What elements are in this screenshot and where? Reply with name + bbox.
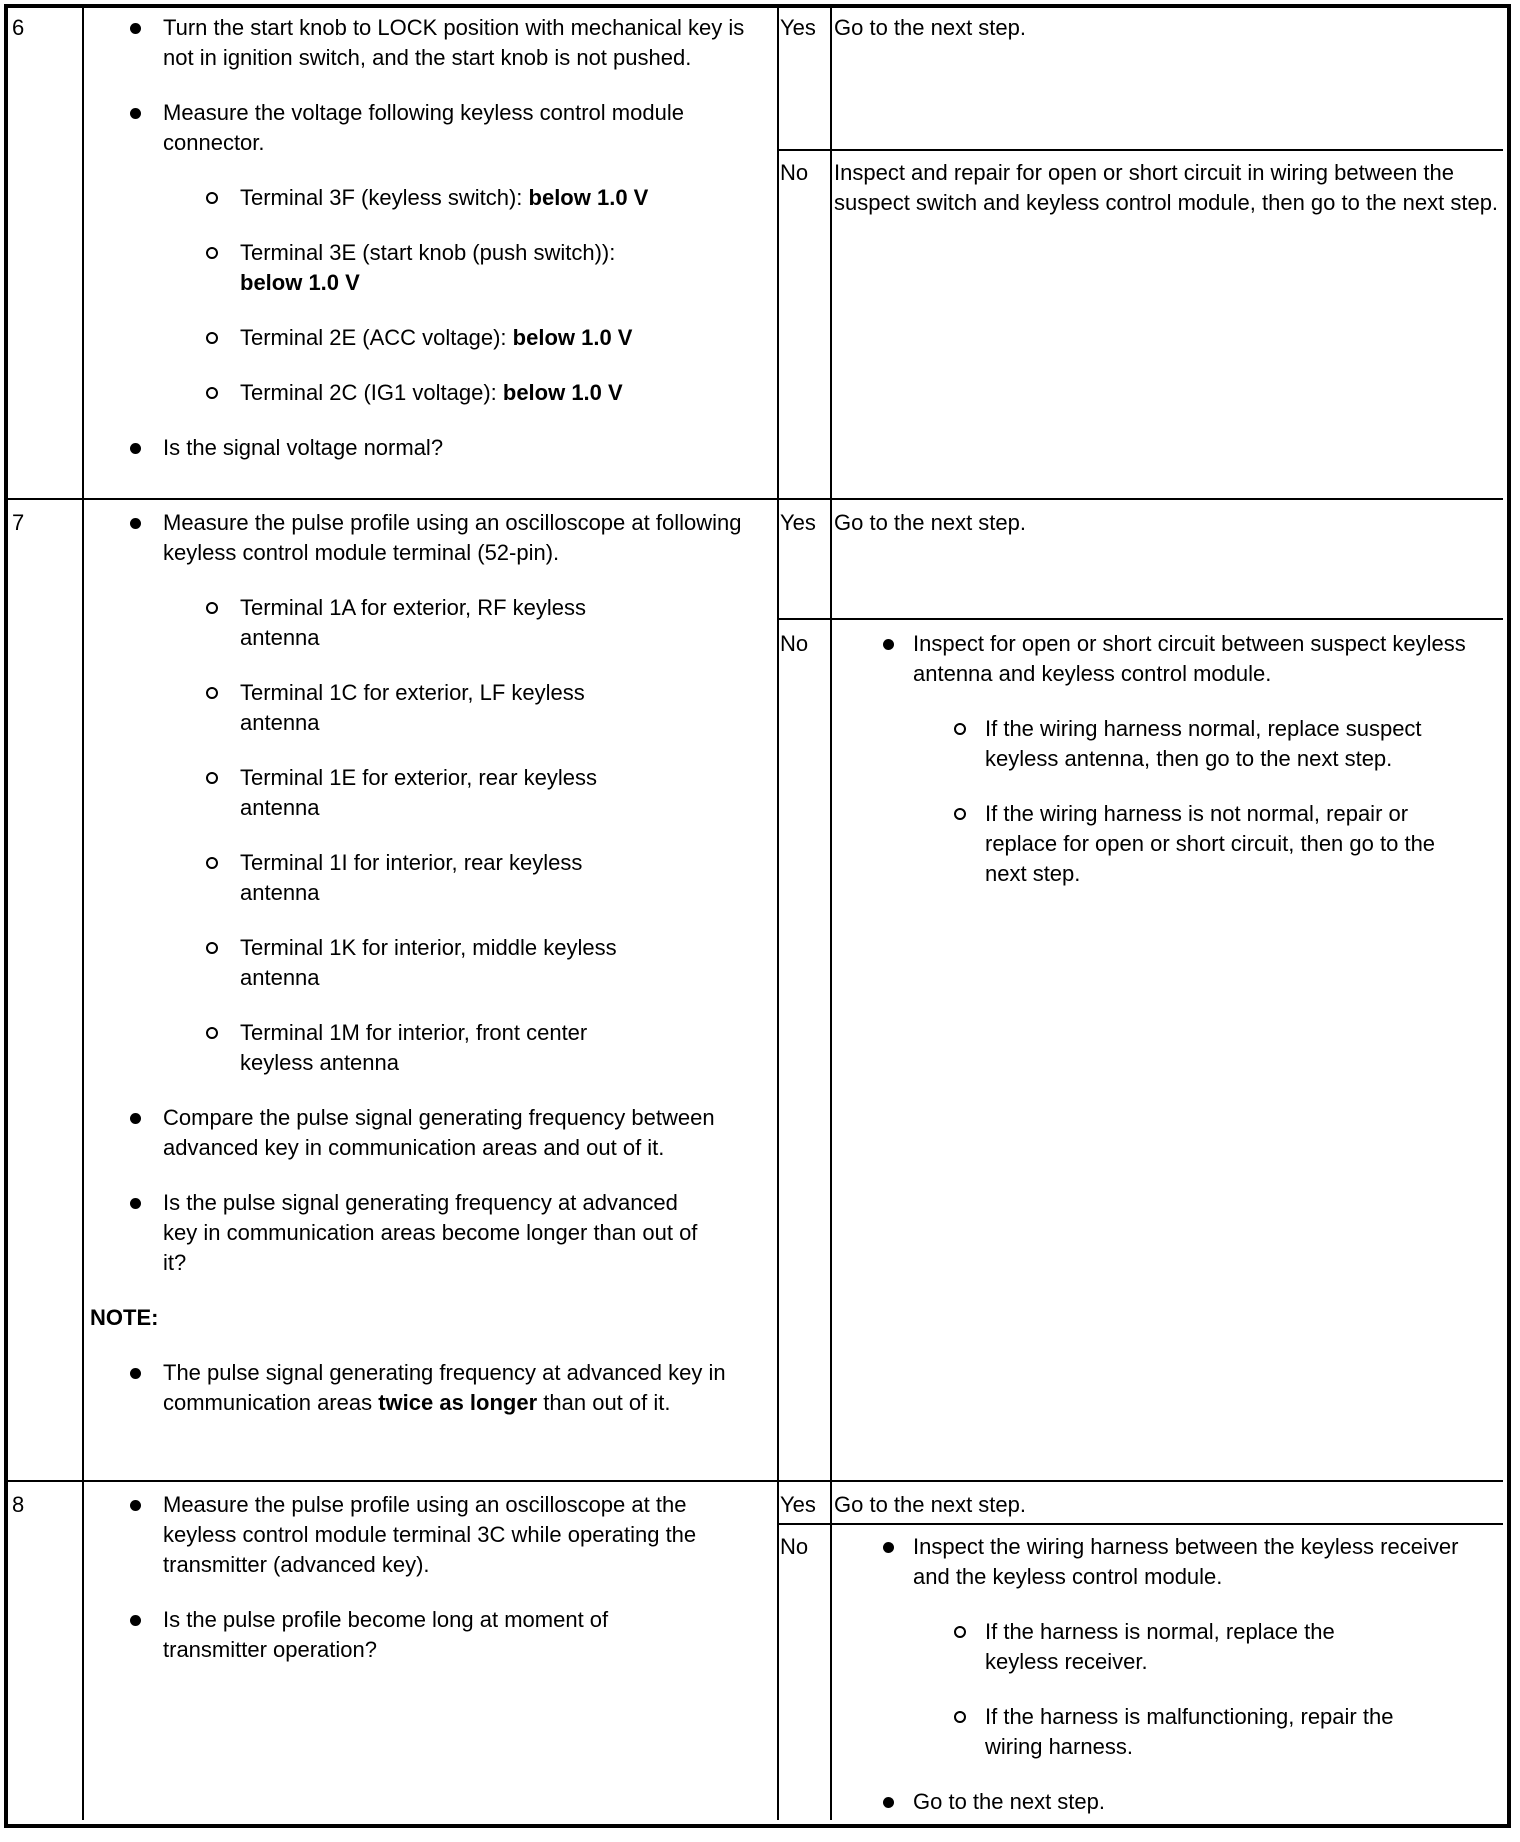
no-label: No: [780, 631, 809, 656]
instruction-bullet: Measure the pulse profile using an oscilloscope at the keyless control module terminal 3C while operating the transmitter (advanced key).: [82, 1490, 777, 1580]
yes-label: Yes: [780, 510, 816, 535]
instruction-bullet: Measure the pulse profile using an oscilloscope at following keyless control module terminal (52-pin).: [82, 508, 777, 568]
column-divider-result: [777, 8, 779, 1820]
yes-action: Go to the next step.: [834, 15, 1027, 40]
terminal-spec: Terminal 3F (keyless switch): below 1.0 V: [82, 183, 777, 213]
yes-no-divider-8: [777, 1523, 1503, 1525]
action-sub-bullet: If the harness is malfunctioning, repair the wiring harness.: [834, 1702, 1502, 1762]
note-label: NOTE:: [90, 1305, 159, 1330]
terminal-spec: Terminal 2C (IG1 voltage): below 1.0 V: [82, 378, 777, 408]
instruction-bullet: Turn the start knob to LOCK position with mechanical key is not in ignition switch, and the start knob is not pushed.: [82, 13, 777, 73]
terminal-spec: Terminal 1K for interior, middle keyless antenna: [82, 933, 777, 993]
no-action: [834, 629, 1502, 914]
action-bullet: Inspect the wiring harness between the keyless receiver and the keyless control module.: [834, 1532, 1502, 1592]
note-bullet: The pulse signal generating frequency at advanced key in communication areas twice as longer than out of it.: [82, 1358, 777, 1418]
yes-action: Go to the next step.: [834, 510, 1027, 535]
no-action: Inspect and repair for open or short circuit in wiring between the suspect switch and keyless control module, then go to the next step.: [834, 160, 1499, 215]
terminal-spec: Terminal 1E for exterior, rear keyless antenna: [82, 763, 777, 823]
instruction-question: Is the pulse profile become long at moment of transmitter operation?: [82, 1605, 777, 1665]
step-number: 6: [12, 15, 25, 40]
terminal-spec: Terminal 1I for interior, rear keyless antenna: [82, 848, 777, 908]
action-sub-bullet: If the wiring harness normal, replace suspect keyless antenna, then go to the next step.: [834, 714, 1502, 774]
action-bullet: Go to the next step.: [834, 1787, 1502, 1817]
terminal-spec: Terminal 1A for exterior, RF keyless antenna: [82, 593, 777, 653]
yes-action: Go to the next step.: [834, 1492, 1027, 1517]
row-divider-6-7: [8, 498, 1503, 500]
column-divider-action: [830, 8, 832, 1820]
action-sub-bullet: If the wiring harness is not normal, repair or replace for open or short circuit, then go to the next step.: [834, 799, 1502, 889]
terminal-spec: Terminal 1M for interior, front center keyless antenna: [82, 1018, 777, 1078]
terminal-spec: Terminal 1C for exterior, LF keyless antenna: [82, 678, 777, 738]
yes-label: Yes: [780, 15, 816, 40]
step-number: 7: [12, 510, 25, 535]
no-label: No: [780, 160, 809, 185]
no-label: No: [780, 1534, 809, 1559]
instruction-bullet: Compare the pulse signal generating frequency between advanced key in communication areas and out of it.: [82, 1103, 777, 1163]
yes-no-divider-7: [777, 618, 1503, 620]
no-action: [834, 1532, 1502, 1842]
action-sub-bullet: If the harness is normal, replace the keyless receiver.: [834, 1617, 1502, 1677]
yes-no-divider-6: [777, 149, 1503, 151]
terminal-spec: Terminal 3E (start knob (push switch)): below 1.0 V: [82, 238, 777, 298]
instruction-bullet: Measure the voltage following keyless control module connector.: [82, 98, 777, 158]
action-bullet: Inspect for open or short circuit between suspect keyless antenna and keyless control module.: [834, 629, 1502, 689]
instruction-question: Is the pulse signal generating frequency at advanced key in communication areas become longer than out of it?: [82, 1188, 777, 1278]
step-instructions: [82, 508, 777, 1443]
yes-label: Yes: [780, 1492, 816, 1517]
step-number: 8: [12, 1492, 25, 1517]
terminal-spec: Terminal 2E (ACC voltage): below 1.0 V: [82, 323, 777, 353]
row-divider-7-8: [8, 1480, 1503, 1482]
step-instructions: [82, 1490, 777, 1690]
step-instructions: [82, 13, 777, 488]
instruction-question: Is the signal voltage normal?: [82, 433, 777, 463]
